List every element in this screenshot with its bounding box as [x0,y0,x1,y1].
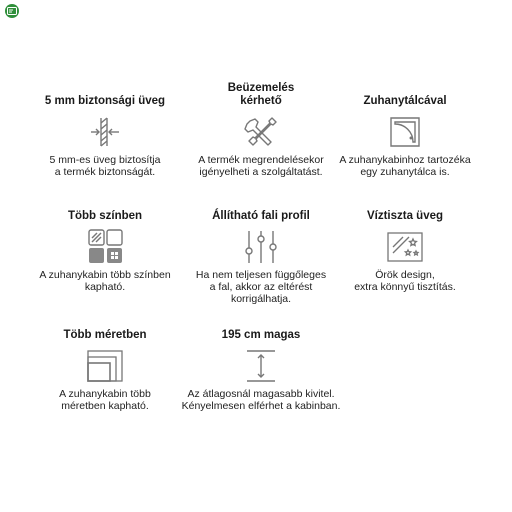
multiple-sizes-icon [85,348,125,384]
adjustable-profile-icon [241,229,281,265]
feature-height [176,314,346,412]
feature-clear-glass [320,195,490,293]
feature-title: Beüzemelés kérhető [227,82,295,107]
feature-sizes [20,314,190,412]
feature-colors [20,195,190,293]
feature-description: Ha nem teljesen függőleges a fal, akkor az eltérést korrigálhatja. [195,269,327,305]
feature-title: 195 cm magas [221,329,301,341]
feature-description: A zuhanykabinhoz tartozéka egy zuhanytálca is. [339,154,471,178]
feature-description: A zuhanykabin több méretben kapható. [59,388,151,412]
feature-safety-glass [20,80,190,178]
green-badge-icon [5,4,19,18]
color-options-icon [85,229,125,265]
tools-icon [241,114,281,150]
feature-title: Több méretben [63,329,147,341]
feature-title: Zuhanytálcával [363,95,447,107]
shower-tray-icon [385,114,425,150]
feature-title: Több színben [67,210,143,222]
feature-shower-tray [320,80,490,178]
feature-title: 5 mm biztonsági üveg [44,95,166,107]
feature-title: Víztiszta üveg [366,210,444,222]
feature-description: A termék megrendelésekor igényelheti a szolgáltatást. [198,154,324,178]
feature-description: Örök design, extra könnyű tisztítás. [354,269,456,293]
feature-title: Állítható fali profil [212,210,310,222]
height-icon [241,348,281,384]
feature-description: A zuhanykabin több színben kapható. [39,269,171,293]
feature-description: 5 mm-es üveg biztosítja a termék biztonságát. [49,154,161,178]
clear-glass-icon [385,229,425,265]
safety-glass-icon [85,114,125,150]
feature-description: Az átlagosnál magasabb kivitel. Kényelmesen elférhet a kabinban. [181,388,341,412]
